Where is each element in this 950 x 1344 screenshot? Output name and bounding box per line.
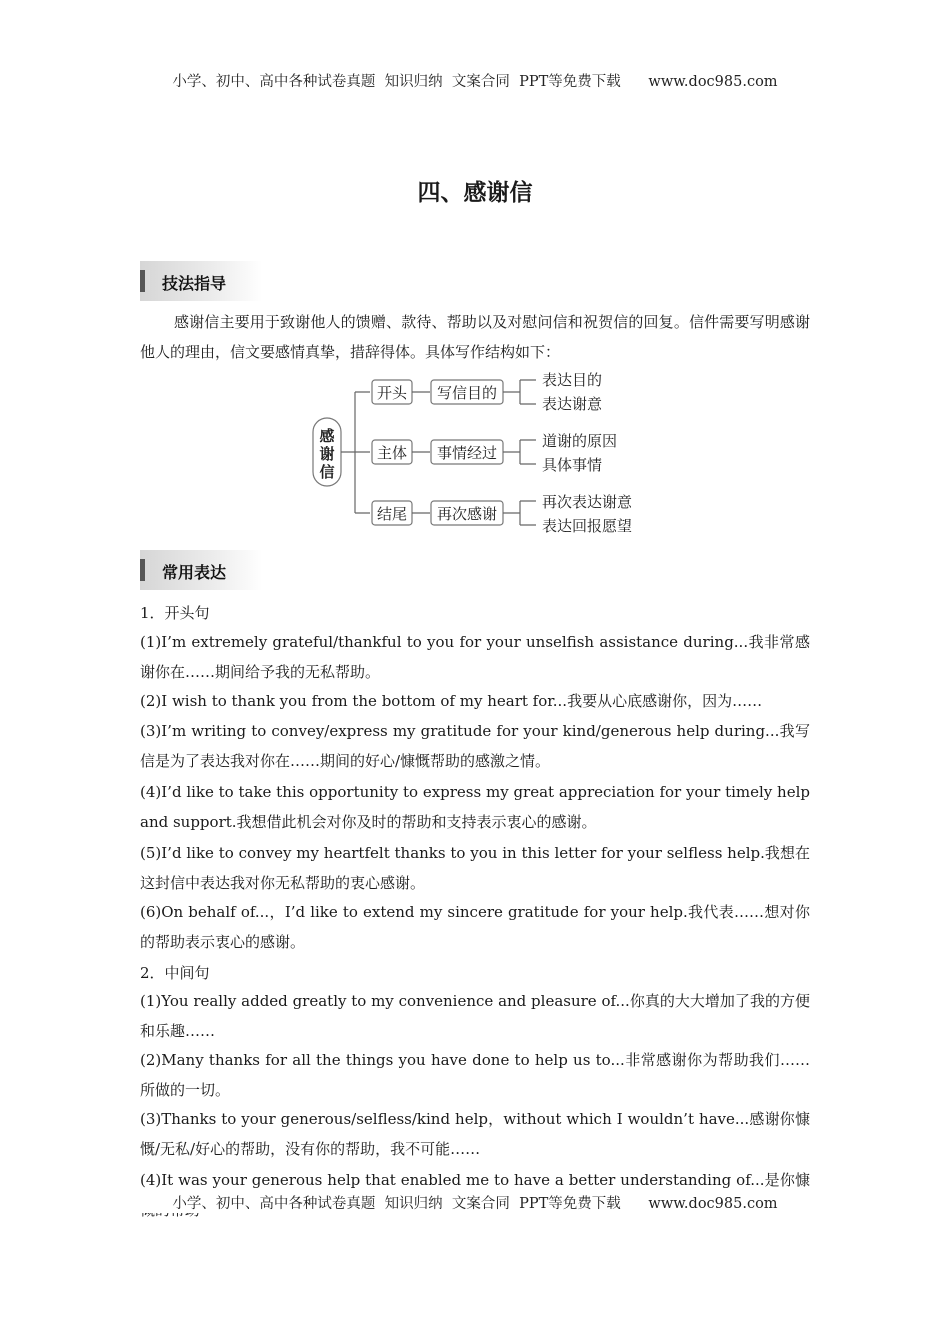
diagram-leaf: 道谢的原因	[542, 432, 618, 450]
list-item: (5)I’d like to convey my heartfelt thanks to you in this letter for your selfless help.我想在这封信中表达我对你无私帮助的衷心感谢。	[140, 844, 810, 892]
list-item: (2)Many thanks for all the things you have done to help us to...非常感谢你为帮助我们……所做的一切。	[140, 1051, 810, 1099]
svg-text:开头: 开头	[376, 384, 408, 402]
svg-text:主体: 主体	[376, 444, 408, 462]
list-item: (6)On behalf of...，I’d like to extend my sincere gratitude for your help.我代表……想对你的帮助表示衷心的感谢。	[140, 903, 810, 951]
svg-text:事情经过: 事情经过	[436, 444, 498, 462]
diagram-trunk	[341, 392, 370, 513]
section-label: 常用表达	[162, 563, 227, 582]
svg-text:写信目的: 写信目的	[436, 384, 498, 402]
diagram-leaf: 再次表达谢意	[542, 493, 633, 511]
page-title: 四、感谢信	[417, 180, 533, 206]
diagram-leaf: 表达谢意	[542, 395, 603, 413]
diagram-fork	[503, 440, 536, 464]
list-item: (3)I’m writing to convey/express my gratitude for your kind/generous help during...我写信是为了表达我对你在……期间的好心/慷慨帮助的感激之情。	[140, 722, 810, 770]
list-item: (1)I’m extremely grateful/thankful to you for your unselfish assistance during...我非常感谢你在……期间给予我的无私帮助。	[140, 633, 810, 681]
list-item: (4)It was your generous help that enabled me to have a better understanding of...是你慷	[140, 1171, 810, 1189]
list-item: (3)Thanks to your generous/selfless/kind help，without which I wouldn’t have...感谢你慷慨/无私/好心的帮助，没有你的帮助，我不可能……	[140, 1110, 810, 1158]
opening-heading: 1．开头句	[140, 604, 210, 622]
page-footer: 小学、初中、高中各种试卷真题 知识归纳 文案合同 PPT等免费下载 www.doc985.com	[0, 1192, 950, 1213]
diagram-part-ending	[372, 501, 412, 525]
page-header: 小学、初中、高中各种试卷真题 知识归纳 文案合同 PPT等免费下载 www.doc985.com	[172, 74, 778, 90]
section-label: 技法指导	[162, 274, 227, 293]
diagram-leaf: 表达目的	[542, 371, 603, 389]
diagram-leaf: 表达回报愿望	[542, 517, 633, 535]
diagram-part-body	[372, 440, 412, 464]
svg-text:再次感谢: 再次感谢	[436, 505, 498, 523]
section-heading-expressions	[140, 550, 262, 590]
section-bar	[140, 559, 145, 581]
diagram-purpose-opening	[431, 380, 503, 404]
list-item: (2)I wish to thank you from the bottom of my heart for...我要从心底感谢你，因为……	[140, 692, 763, 710]
diagram-root-char: 谢	[319, 445, 335, 463]
diagram-fork	[503, 501, 536, 525]
svg-text:结尾: 结尾	[376, 505, 408, 523]
diagram-fork	[503, 380, 536, 404]
list-item: (1)You really added greatly to my convenience and pleasure of...你真的大大增加了我的方便和乐趣……	[140, 992, 810, 1040]
diagram-part-opening	[372, 380, 412, 404]
intro-paragraph: 感谢信主要用于致谢他人的馈赠、款待、帮助以及对慰问信和祝贺信的回复。信件需要写明感谢他人的理由，信文要感情真挚，措辞得体。具体写作结构如下：	[140, 313, 810, 361]
diagram-purpose-ending	[431, 501, 503, 525]
list-item: (4)I’d like to take this opportunity to express my great appreciation for your timely help and support.我想借此机会对你及时的帮助和支持表示衷心的感谢。	[140, 783, 810, 831]
diagram-root-char: 感	[319, 427, 335, 445]
middle-heading: 2．中间句	[140, 964, 210, 982]
diagram-purpose-body	[431, 440, 503, 464]
diagram-root-char: 信	[319, 463, 335, 481]
diagram-leaf: 具体事情	[542, 456, 603, 474]
